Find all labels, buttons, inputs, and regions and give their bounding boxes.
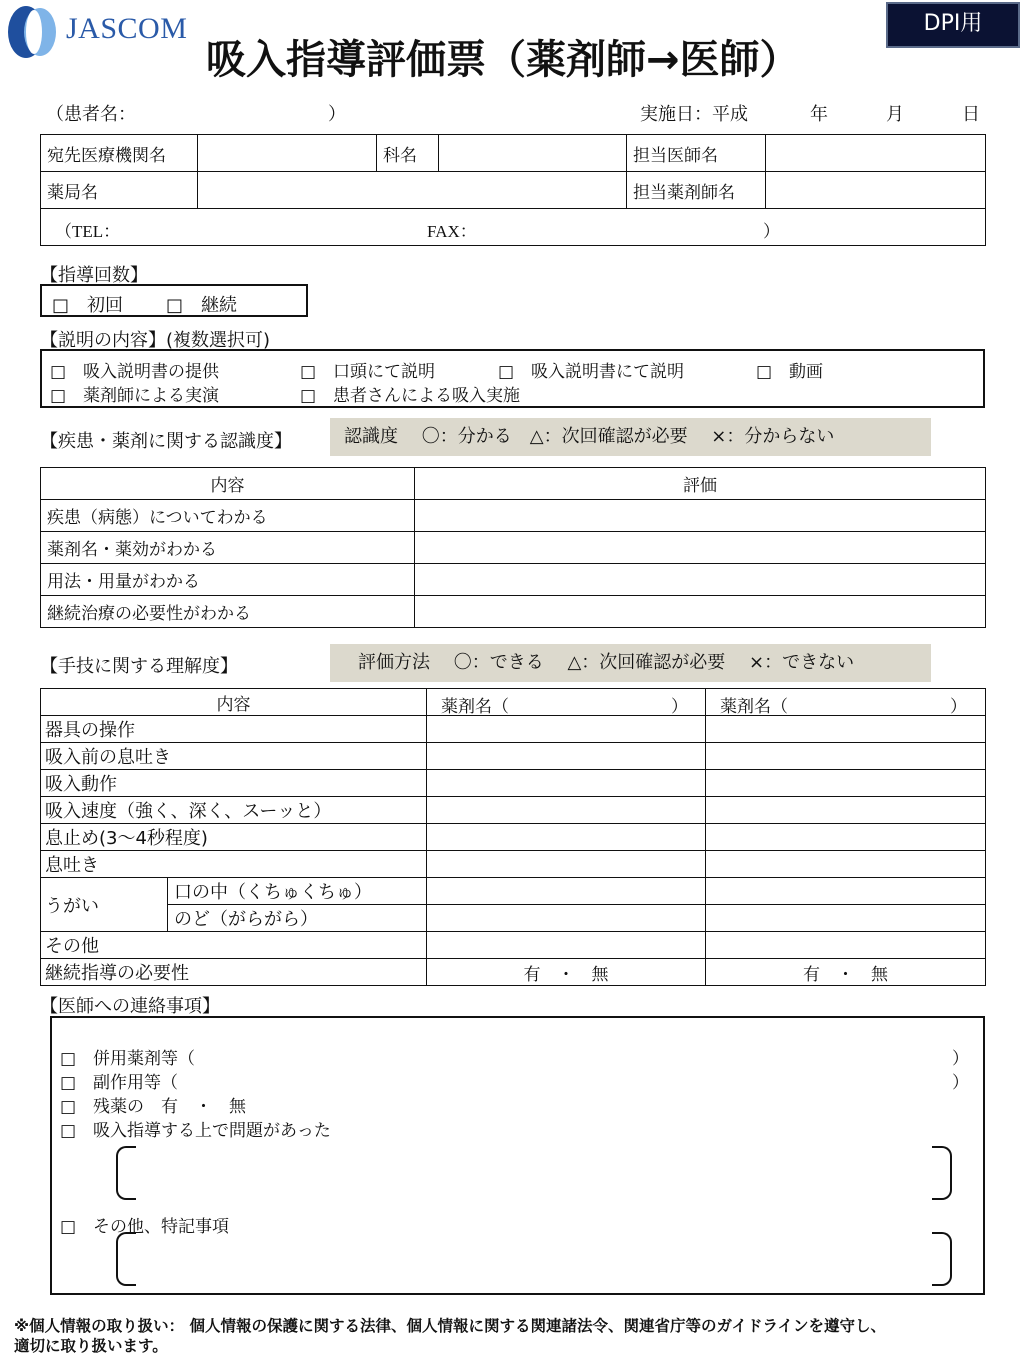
continued-checkbox[interactable]: □ 継続 <box>166 295 238 316</box>
technique-table <box>40 688 986 986</box>
drug2-eval-cell[interactable] <box>706 905 986 932</box>
drug2-eval-cell[interactable] <box>706 878 986 905</box>
gargle-label: うがい <box>41 878 168 932</box>
problem-notes-right-bracket <box>932 1146 952 1200</box>
continuation-label: 継続指導の必要性 <box>41 959 427 986</box>
recognition-row-label: 疾患（病態）についてわかる <box>41 500 415 532</box>
option-leaflet-provided[interactable]: □ 吸入説明書の提供 <box>50 362 220 382</box>
drug2-eval-cell[interactable] <box>706 716 986 743</box>
pharmacy-label: 薬局名 <box>41 172 198 209</box>
drug2-close: ） <box>950 697 967 716</box>
pharmacy-field[interactable] <box>198 172 627 209</box>
pharmacist-label: 担当薬剤師名 <box>627 172 766 209</box>
logo-text: JASCOM <box>66 12 188 45</box>
technique-row-other: その他 <box>41 932 427 959</box>
patient-name-label: （患者名： <box>46 104 136 125</box>
logo <box>4 4 194 60</box>
technique-legend: 評価方法 〇：できる △：次回確認が必要 ×：できない <box>330 644 931 682</box>
recognition-col-content: 内容 <box>41 468 415 500</box>
technique-row-label: 器具の操作 <box>41 716 427 743</box>
drug1-eval-cell[interactable] <box>427 905 706 932</box>
drug1-eval-cell[interactable] <box>427 851 706 878</box>
recognition-row-label: 用法・用量がわかる <box>41 564 415 596</box>
date-month: 月 <box>886 104 904 125</box>
gargle-row-label: 口の中（くちゅくちゅ） <box>168 878 427 905</box>
info-table <box>40 134 986 246</box>
doctor-notes-heading: 【医師への連絡事項】 <box>40 996 220 1017</box>
leftover-medicine-checkbox[interactable]: □ 残薬の 有 ・ 無 <box>60 1097 247 1117</box>
other-notes-right-bracket <box>932 1232 952 1286</box>
recognition-eval-cell[interactable] <box>415 596 986 628</box>
institution-field[interactable] <box>198 135 377 172</box>
option-leaflet-explained[interactable]: □ 吸入説明書にて説明 <box>498 362 685 382</box>
option-patient-inhale[interactable]: □ 患者さんによる吸入実施 <box>300 386 521 406</box>
recognition-table <box>40 467 986 628</box>
technique-row-label: 吸入速度（強く、深く、スーッと） <box>41 797 427 824</box>
pharmacist-field[interactable] <box>766 172 986 209</box>
institution-label: 宛先医療機関名 <box>41 135 198 172</box>
technique-col-content: 内容 <box>41 689 427 716</box>
technique-row-label: 息止め(3～4秒程度) <box>41 824 427 851</box>
date-label: 実施日：平成 <box>640 104 748 125</box>
contact-row[interactable] <box>41 209 986 246</box>
explanation-heading: 【説明の内容】(複数選択可) <box>40 330 271 351</box>
doctor-notes-box <box>50 1016 985 1295</box>
drug2-label: 薬剤名（ <box>720 697 788 716</box>
tel-label: （TEL： <box>55 222 121 241</box>
department-label: 科名 <box>377 135 439 172</box>
guidance-count-box <box>40 284 308 317</box>
drug2-eval-cell[interactable] <box>706 932 986 959</box>
recognition-row-label: 継続治療の必要性がわかる <box>41 596 415 628</box>
drug2-eval-cell[interactable] <box>706 770 986 797</box>
technique-row-label: 吸入前の息吐き <box>41 743 427 770</box>
jascom-logo-icon <box>4 4 66 60</box>
option-pharmacist-demo[interactable]: □ 薬剤師による実演 <box>50 386 220 406</box>
drug1-label: 薬剤名（ <box>441 697 509 716</box>
explanation-box <box>40 349 985 408</box>
contact-close: ） <box>763 222 780 242</box>
side-effects-checkbox[interactable]: □ 副作用等（ <box>60 1073 179 1093</box>
other-notes-checkbox[interactable]: □ その他、特記事項 <box>60 1217 230 1237</box>
drug1-continuation-choice[interactable]: 有 ・ 無 <box>427 959 706 986</box>
recognition-row-label: 薬剤名・薬効がわかる <box>41 532 415 564</box>
drug1-close: ） <box>671 697 688 716</box>
gargle-row-label: のど（がらがら） <box>168 905 427 932</box>
dpi-badge: DPI用 <box>886 2 1020 48</box>
option-verbal[interactable]: □ 口頭にて説明 <box>300 362 436 382</box>
drug2-eval-cell[interactable] <box>706 824 986 851</box>
date-year: 年 <box>810 104 828 125</box>
recognition-heading: 【疾患・薬剤に関する認識度】 <box>40 431 292 452</box>
patient-name-close: ） <box>328 104 346 125</box>
drug2-eval-cell[interactable] <box>706 851 986 878</box>
drug1-eval-cell[interactable] <box>427 797 706 824</box>
recognition-legend: 認識度 〇：分かる △：次回確認が必要 ×：分からない <box>330 418 931 456</box>
recognition-eval-cell[interactable] <box>415 564 986 596</box>
doctor-field[interactable] <box>766 135 986 172</box>
drug2-continuation-choice[interactable]: 有 ・ 無 <box>706 959 986 986</box>
other-notes-left-bracket <box>116 1232 136 1286</box>
recognition-col-eval: 評価 <box>415 468 986 500</box>
fax-label: FAX： <box>427 222 477 241</box>
guidance-problem-checkbox[interactable]: □ 吸入指導する上で問題があった <box>60 1121 331 1141</box>
concomitant-drugs-close: ） <box>952 1049 969 1069</box>
recognition-eval-cell[interactable] <box>415 532 986 564</box>
drug1-eval-cell[interactable] <box>427 716 706 743</box>
drug2-eval-cell[interactable] <box>706 797 986 824</box>
privacy-footer-line1: ※個人情報の取り扱い： 個人情報の保護に関する法律、個人情報に関する関連諸法令、関連省庁等のガイドラインを遵守し、 <box>14 1317 887 1335</box>
drug2-header[interactable] <box>706 689 986 716</box>
department-field[interactable] <box>439 135 627 172</box>
technique-row-label: 吸入動作 <box>41 770 427 797</box>
other-notes-field[interactable] <box>138 1232 930 1286</box>
recognition-eval-cell[interactable] <box>415 500 986 532</box>
problem-notes-left-bracket <box>116 1146 136 1200</box>
problem-notes-field[interactable] <box>138 1146 930 1200</box>
privacy-footer <box>14 1316 886 1356</box>
technique-heading: 【手技に関する理解度】 <box>40 656 238 677</box>
date-day: 日 <box>962 104 980 125</box>
technique-row-label: 息吐き <box>41 851 427 878</box>
drug1-eval-cell[interactable] <box>427 824 706 851</box>
option-video[interactable]: □ 動画 <box>756 362 824 382</box>
drug1-eval-cell[interactable] <box>427 743 706 770</box>
drug2-eval-cell[interactable] <box>706 743 986 770</box>
doctor-label: 担当医師名 <box>627 135 766 172</box>
privacy-footer-line2: 適切に取り扱います。 <box>14 1337 168 1355</box>
drug1-header[interactable] <box>427 689 706 716</box>
guidance-count-heading: 【指導回数】 <box>40 265 148 286</box>
side-effects-close: ） <box>952 1073 969 1093</box>
drug1-eval-cell[interactable] <box>427 932 706 959</box>
drug1-eval-cell[interactable] <box>427 878 706 905</box>
page-title: 吸入指導評価票（薬剤師→医師） <box>206 37 800 83</box>
drug1-eval-cell[interactable] <box>427 770 706 797</box>
first-visit-checkbox[interactable]: □ 初回 <box>52 295 124 316</box>
concomitant-drugs-checkbox[interactable]: □ 併用薬剤等（ <box>60 1049 196 1069</box>
